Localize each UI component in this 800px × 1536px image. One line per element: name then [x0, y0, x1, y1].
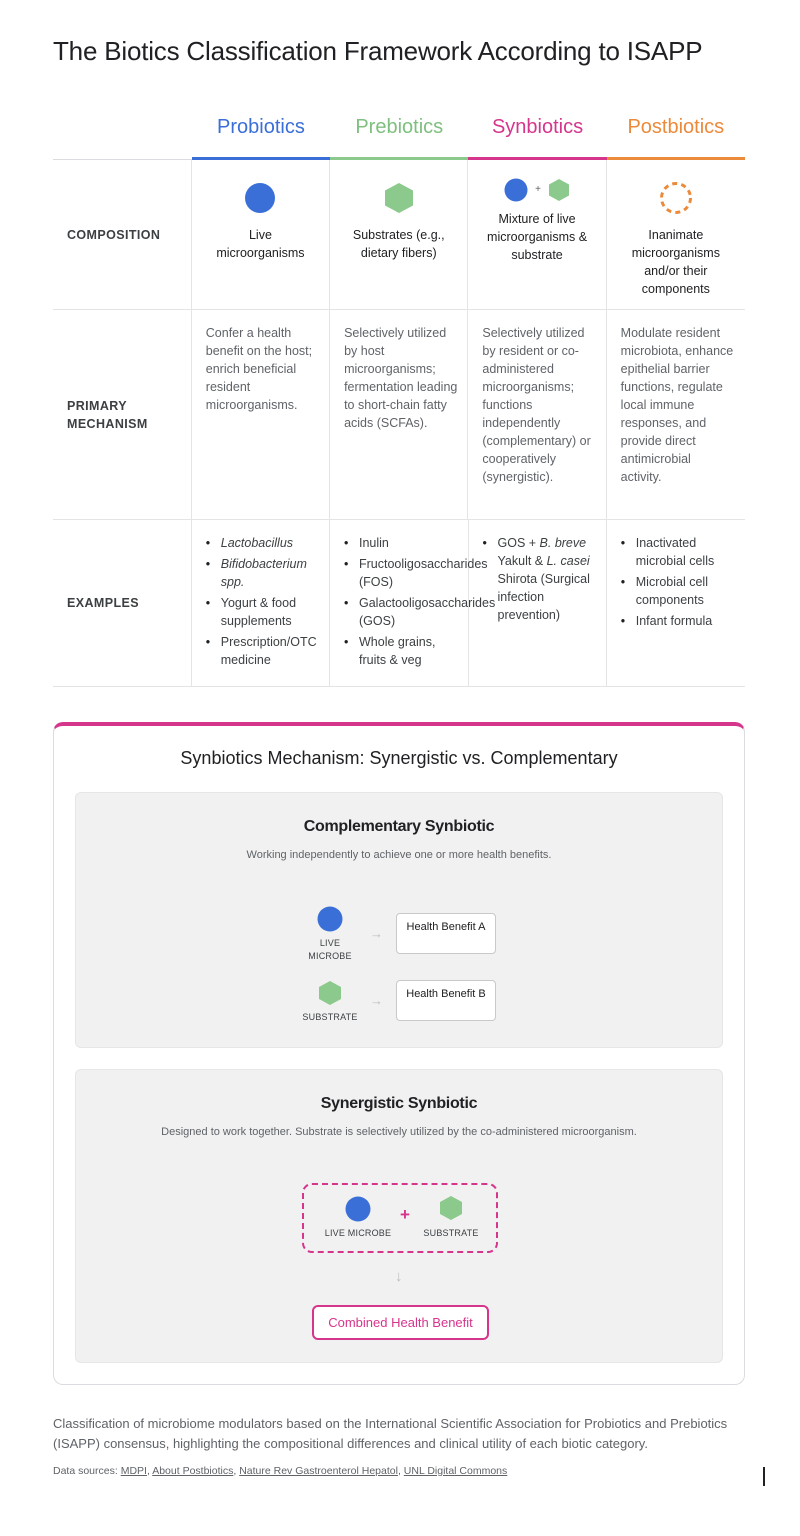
- substrate-hexagon-icon: [548, 178, 570, 202]
- combined-health-benefit: Combined Health Benefit: [312, 1305, 489, 1340]
- arrow-right-icon: →: [370, 993, 383, 1008]
- live-microbe-label: LIVE MICROBE: [308, 938, 352, 961]
- complementary-panel: [75, 792, 723, 1048]
- microbe-circle-icon: [244, 182, 276, 214]
- list-item: • Prescription/OTC medicine: [206, 633, 329, 669]
- synergy-group: [302, 1183, 498, 1253]
- arrow-right-icon: →: [370, 926, 383, 941]
- list-item: • Lactobacillus: [206, 534, 329, 552]
- composition-synbiotics: + Mixture of live microorganisms & substrate: [468, 160, 606, 309]
- mechanism-synbiotics: Selectively utilized by resident or co-administered microorganisms; functions independently (complementary) or cooperatively (synergistic).: [468, 310, 606, 519]
- mechanism-postbiotics: Modulate resident microbiota, enhance epithelial barrier functions, regulate local immune responses, and provide direct antimicrobial activity.: [620, 326, 734, 484]
- dashed-circle-icon: [659, 181, 693, 215]
- source-link-nature-rev[interactable]: Nature Rev Gastroenterol Hepatol: [239, 1465, 398, 1477]
- composition-postbiotics: Inanimate microorganisms and/or their components: [607, 160, 745, 309]
- mechanism-probiotics: Confer a health benefit on the host; enrich beneficial resident microorganisms.: [192, 310, 330, 519]
- header-prebiotics: Prebiotics: [330, 100, 468, 159]
- list-item: • Infant formula: [621, 612, 745, 630]
- row-label-composition: COMPOSITION: [53, 160, 192, 309]
- card-title: Synbiotics Mechanism: Synergistic vs. Complementary: [180, 748, 618, 768]
- complementary-title: Complementary Synbiotic: [303, 818, 495, 835]
- list-item: • Inactivated microbial cells: [621, 534, 745, 570]
- list-item: • Bifidobacterium spp.: [206, 555, 329, 591]
- row-label-mechanism: PRIMARY MECHANISM: [53, 310, 192, 519]
- live-microbe-label: LIVE MICROBE: [324, 1228, 392, 1238]
- synbiotics-mechanism-card: [53, 722, 745, 1385]
- list-item: • Yogurt & food supplements: [206, 594, 329, 630]
- table-row: [53, 520, 745, 687]
- substrate-hexagon-icon: [318, 980, 342, 1006]
- page-title: The Biotics Classification Framework According to ISAPP: [53, 36, 703, 66]
- complementary-subtitle: Working independently to achieve one or more health benefits.: [246, 849, 552, 861]
- composition-probiotics: Live microorganisms: [192, 160, 330, 309]
- substrate-label: SUBSTRATE: [423, 1228, 479, 1238]
- list-item: • GOS + B. breve Yakult & L. casei Shirota (Surgical infection prevention): [483, 534, 593, 624]
- list-item: • Microbial cell components: [621, 573, 745, 609]
- microbe-circle-icon: [504, 178, 528, 202]
- synergistic-subtitle: Designed to work together. Substrate is selectively utilized by the co-administered microorganism.: [161, 1126, 637, 1138]
- composition-prebiotics: Substrates (e.g., dietary fibers): [330, 160, 468, 309]
- table-header: [53, 100, 745, 160]
- synergistic-panel: [75, 1069, 723, 1363]
- text-cursor: [763, 1467, 765, 1486]
- list-item: • Galactooligosaccharides (GOS): [344, 594, 468, 630]
- substrate-hexagon-icon: [384, 182, 414, 214]
- microbe-circle-icon: [345, 1196, 371, 1222]
- list-item: • Inulin: [344, 534, 468, 552]
- header-synbiotics: Synbiotics: [468, 100, 606, 159]
- synergistic-title: Synergistic Synbiotic: [320, 1095, 478, 1112]
- substrate-hexagon-icon: [439, 1195, 463, 1221]
- microbe-circle-icon: [317, 906, 343, 932]
- header-probiotics: Probiotics: [192, 100, 330, 159]
- arrow-down-icon: ↓: [395, 1268, 403, 1285]
- source-link-mdpi[interactable]: MDPI: [120, 1465, 147, 1477]
- examples-synbiotics: [469, 520, 607, 686]
- source-link-about-postbiotics[interactable]: About Postbiotics: [152, 1465, 234, 1477]
- list-item: • Whole grains, fruits & veg: [344, 633, 468, 669]
- examples-probiotics: [192, 520, 330, 686]
- health-benefit-b: Health Benefit B: [396, 980, 496, 1021]
- figure-caption: Classification of microbiome modulators based on the International Scientific Association for Probiotics and Prebiotics (ISAPP) consensus, highlighting the compositional differences and clinical utility of each biotic category.: [53, 1416, 728, 1451]
- health-benefit-a: Health Benefit A: [396, 913, 496, 954]
- table-row: [53, 310, 745, 520]
- mechanism-prebiotics: Selectively utilized by host microorganisms; fermentation leading to short-chain fatty acids (SCFAs).: [330, 310, 468, 519]
- examples-prebiotics: [330, 520, 496, 686]
- header-postbiotics: Postbiotics: [607, 100, 745, 159]
- row-label-examples: EXAMPLES: [53, 520, 192, 686]
- source-link-unl[interactable]: UNL Digital Commons: [403, 1465, 508, 1477]
- substrate-label: SUBSTRATE: [302, 1012, 358, 1022]
- examples-postbiotics: [607, 520, 745, 686]
- list-item: • Fructooligosaccharides (FOS): [344, 555, 468, 591]
- table-row: [53, 160, 745, 310]
- plus-icon: +: [400, 1205, 410, 1224]
- data-sources: Data sources: MDPI, About Postbiotics, Nature Rev Gastroenterol Hepatol, UNL Digital Commons: [53, 1465, 508, 1477]
- biotics-table: [53, 100, 745, 687]
